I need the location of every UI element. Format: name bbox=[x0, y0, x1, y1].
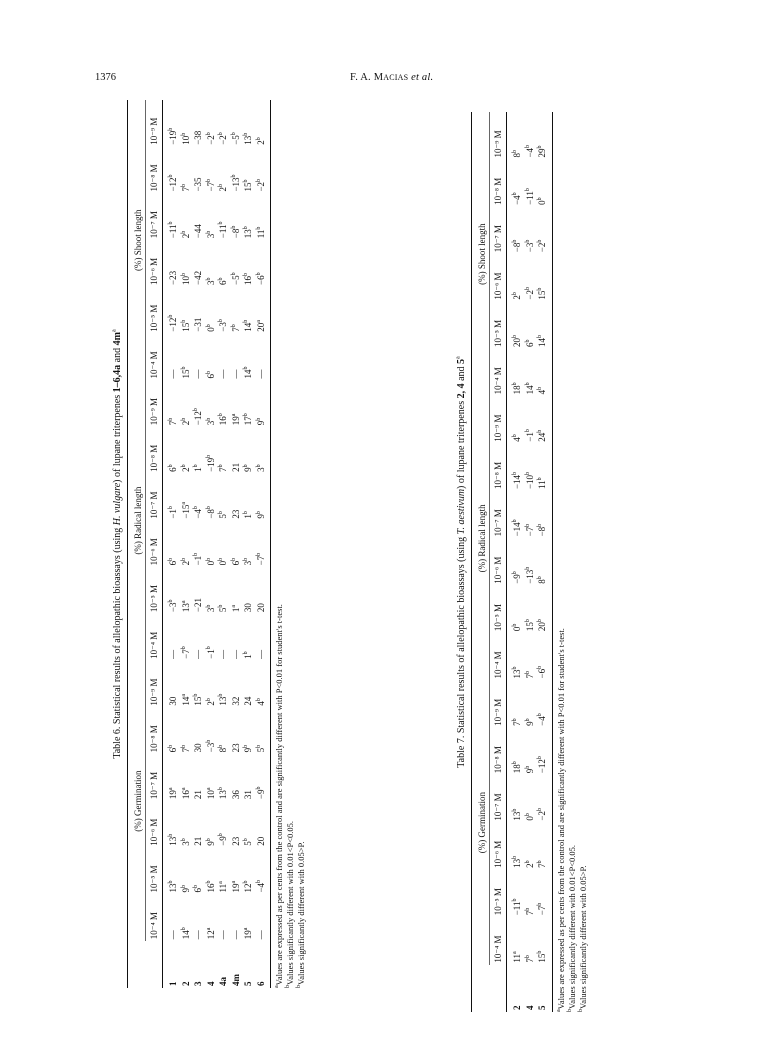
table-cell: 30 bbox=[168, 696, 179, 706]
table-cell: 2$^b$ bbox=[180, 417, 191, 426]
table-7-caption: Table 7. Statistical results of allelopathic bioassays (using T. aestivum) of lupane triterpenes 2, 4 and 5$^a$ bbox=[455, 356, 467, 768]
table-cell: 8$^b$ bbox=[536, 538, 552, 585]
table-cell: $-19^b$ bbox=[205, 454, 216, 472]
table-cell: $-8^b$ bbox=[512, 239, 523, 253]
table-cell: 9$^b$ bbox=[205, 838, 216, 846]
table-cell: 15$^b$ bbox=[524, 619, 535, 632]
table-cell: 16$^b$ bbox=[218, 413, 229, 426]
table-cell: 9$^b$ bbox=[180, 885, 191, 893]
table-cell: 13$^b$ bbox=[218, 787, 229, 800]
table-cell: $-7^b$ bbox=[524, 523, 535, 537]
header-group-row bbox=[472, 112, 490, 1012]
table-cell: 15$^b$ bbox=[536, 917, 552, 964]
table-cell: 3$^b$ bbox=[243, 557, 254, 566]
concentration-header: 10⁻⁹ M bbox=[490, 396, 507, 443]
concentration-header-row bbox=[146, 100, 163, 988]
table-cell: 23 bbox=[230, 509, 241, 519]
compound-header bbox=[128, 941, 146, 988]
table-cell: 7$^b$ bbox=[180, 744, 191, 753]
table-cell: 5$^b$ bbox=[218, 604, 229, 613]
concentration-header: 10⁻⁹ M bbox=[146, 100, 163, 147]
table-row bbox=[255, 100, 271, 988]
concentration-header: 10⁻⁶ M bbox=[146, 801, 163, 848]
concentration-header: 10⁻⁴ M bbox=[490, 633, 507, 680]
table-cell: 9$^b$ bbox=[255, 474, 271, 521]
table-cell: 3$^b$ bbox=[180, 838, 191, 846]
table-cell: 30 bbox=[193, 743, 204, 753]
concentration-header: 10⁻⁵ M bbox=[490, 870, 507, 917]
compound-label: 1 bbox=[168, 981, 179, 986]
table-cell: 20 bbox=[255, 567, 271, 614]
table-cell: $-2^b$ bbox=[205, 132, 216, 145]
table-cell: — bbox=[168, 649, 179, 659]
table-cell: 13$^b$ bbox=[243, 226, 254, 239]
table-cell: $-3^b$ bbox=[205, 739, 216, 753]
table-cell: 23 bbox=[230, 743, 241, 753]
table-row bbox=[242, 100, 255, 988]
table-cell: $-11^b$ bbox=[168, 221, 179, 239]
table-cell: $-12^b$ bbox=[536, 728, 552, 775]
table-cell: 7$^b$ bbox=[512, 718, 523, 726]
table-cell: — bbox=[230, 649, 241, 659]
compound-label: 2 bbox=[512, 1005, 523, 1010]
table-cell: 0$^b$ bbox=[536, 160, 552, 207]
table-cell: $-9^b$ bbox=[218, 833, 229, 846]
table-cell: $-7^b$ bbox=[180, 646, 191, 659]
table-cell: 2$^b$ bbox=[255, 100, 271, 147]
table-cell: $-7^b$ bbox=[536, 870, 552, 917]
table-cell: 7$^b$ bbox=[168, 417, 179, 426]
concentration-header: 10⁻⁶ M bbox=[490, 538, 507, 585]
table-cell: 9$^b$ bbox=[524, 718, 535, 726]
table-cell: $-7^b$ bbox=[255, 521, 271, 568]
table-cell: 7$^b$ bbox=[230, 324, 241, 332]
footnote: $^a$Values are expressed as per cents from the control and are significantly different with P<0.01 for student's t-test. bbox=[274, 604, 284, 988]
table-cell: — bbox=[230, 369, 241, 379]
table-cell: 14$^b$ bbox=[243, 366, 254, 379]
table-cell: 3$^b$ bbox=[205, 417, 216, 426]
table-cell: $-2^b$ bbox=[536, 207, 552, 254]
column-group-header: (%) Radical length bbox=[472, 396, 490, 680]
table-cell: $-11^b$ bbox=[524, 188, 535, 205]
table-cell: — bbox=[168, 369, 179, 379]
table-cell: 0$^b$ bbox=[524, 813, 535, 821]
table-cell: 14$^a$ bbox=[180, 693, 191, 706]
table-cell: $-19^b$ bbox=[168, 127, 179, 145]
table-cell: $-6^b$ bbox=[536, 633, 552, 680]
concentration-header: 10⁻⁶ M bbox=[490, 254, 507, 301]
table-cell: 10$^b$ bbox=[180, 132, 191, 145]
table-cell: $-6^b$ bbox=[255, 240, 271, 287]
column-group-header: (%) Radical length bbox=[128, 380, 146, 660]
table-cell: $-1^b$ bbox=[193, 552, 204, 566]
table-cell: 1$^a$ bbox=[230, 604, 241, 613]
table-cell: 21 bbox=[193, 790, 204, 800]
concentration-header: 10⁻⁵ M bbox=[490, 302, 507, 349]
table-cell: — bbox=[218, 649, 229, 659]
concentration-header: 10⁻⁹ M bbox=[146, 380, 163, 427]
concentration-header: 10⁻⁵ M bbox=[146, 567, 163, 614]
concentration-header: 10⁻⁷ M bbox=[146, 474, 163, 521]
table-cell: 10$^b$ bbox=[180, 272, 191, 285]
compound-header bbox=[472, 965, 490, 1012]
table-cell: 13$^b$ bbox=[512, 855, 523, 868]
table-cell: 13$^b$ bbox=[243, 132, 254, 145]
table-cell: 19$^a$ bbox=[230, 880, 241, 893]
concentration-header: 10⁻⁶ M bbox=[146, 521, 163, 568]
concentration-header: 10⁻⁴ M bbox=[146, 614, 163, 661]
table-cell: 5$^b$ bbox=[218, 511, 229, 519]
footnote: $^b$Values significantly different with 0.05>P. bbox=[296, 841, 306, 988]
table-cell: 19$^a$ bbox=[243, 927, 254, 940]
table-cell: 8$^b$ bbox=[218, 744, 229, 753]
table-cell: 15$^b$ bbox=[193, 693, 204, 706]
table-cell: $-11^b$ bbox=[218, 221, 229, 239]
table-cell: 20$^b$ bbox=[536, 586, 552, 633]
footnote: $^b$Values significantly different with 0.05>P. bbox=[577, 865, 588, 1012]
column-group-header: (%) Shoot length bbox=[128, 100, 146, 380]
table-cell: 14$^b$ bbox=[243, 319, 254, 332]
page-number: 1376 bbox=[95, 72, 116, 83]
concentration-header: 10⁻⁹ M bbox=[490, 680, 507, 727]
table-cell: 21 bbox=[230, 462, 241, 472]
table-cell: $-1^b$ bbox=[168, 506, 179, 519]
footnote: $^b$Values significantly different with 0.01<P<0.05. bbox=[285, 820, 295, 988]
table-cell: 10$^a$ bbox=[205, 787, 216, 800]
concentration-header: 10⁻⁷ M bbox=[490, 491, 507, 538]
concentration-header: 10⁻⁴ M bbox=[146, 895, 163, 942]
table-cell: 13$^b$ bbox=[168, 880, 179, 893]
table-cell: 13$^b$ bbox=[512, 666, 523, 679]
table-cell: $-12^b$ bbox=[193, 408, 204, 426]
table-cell: 6$^b$ bbox=[205, 370, 216, 379]
table-cell: 7$^b$ bbox=[218, 464, 229, 472]
table-cell: 20$^b$ bbox=[512, 334, 523, 347]
table-cell: 15$^b$ bbox=[536, 254, 552, 301]
compound-label: 3 bbox=[193, 981, 204, 986]
table-cell: 6$^b$ bbox=[230, 557, 241, 566]
table-6 bbox=[127, 100, 271, 988]
table-cell: — bbox=[218, 930, 229, 940]
header-group-row bbox=[128, 100, 146, 988]
table-cell: 2$^b$ bbox=[205, 698, 216, 706]
compound-label: 5 bbox=[243, 981, 254, 986]
table-cell: 14$^b$ bbox=[524, 382, 535, 395]
concentration-header: 10⁻⁸ M bbox=[490, 160, 507, 207]
table-cell: — bbox=[230, 930, 241, 940]
footnote: $^a$Values are expressed as per cents from the control and are significantly different with P<0.01 for student's t-test. bbox=[555, 628, 566, 1012]
table-cell: 5$^b$ bbox=[255, 708, 271, 755]
table-cell: $-12^b$ bbox=[168, 174, 179, 192]
table-cell: 15$^b$ bbox=[243, 179, 254, 192]
table-cell: 4$^b$ bbox=[255, 661, 271, 708]
table-cell: 29$^b$ bbox=[536, 112, 552, 160]
table-cell: 7$^b$ bbox=[536, 823, 552, 870]
table-cell: $-9^b$ bbox=[512, 571, 523, 584]
table-cell: $-11^b$ bbox=[512, 898, 523, 916]
column-group-header: (%) Germination bbox=[472, 680, 490, 964]
table-cell: $-4^b$ bbox=[255, 848, 271, 895]
table-cell: 19$^a$ bbox=[168, 787, 179, 800]
table-cell: 17$^b$ bbox=[243, 413, 254, 426]
table-cell: $-2^b$ bbox=[218, 132, 229, 145]
table-cell: 2$^b$ bbox=[180, 464, 191, 472]
table-cell: 9$^b$ bbox=[243, 464, 254, 472]
table-cell: 12$^a$ bbox=[205, 927, 216, 940]
table-row bbox=[507, 112, 524, 1012]
table-cell: −42 bbox=[193, 270, 204, 285]
table-cell: 13$^b$ bbox=[512, 808, 523, 821]
table-row bbox=[217, 100, 230, 988]
table-cell: 13$^b$ bbox=[218, 693, 229, 706]
table-cell: 6$^b$ bbox=[524, 339, 535, 347]
table-cell: $-12^b$ bbox=[168, 314, 179, 332]
table-cell: $-5^b$ bbox=[230, 132, 241, 145]
table-cell: $-4^b$ bbox=[524, 144, 535, 158]
table-row bbox=[205, 100, 218, 988]
table-cell: 32 bbox=[230, 696, 241, 706]
table-cell: $-4^b$ bbox=[536, 680, 552, 727]
table-cell: 7$^b$ bbox=[180, 184, 191, 192]
table-cell: 2$^b$ bbox=[218, 184, 229, 192]
concentration-header: 10⁻⁶ M bbox=[146, 240, 163, 287]
table-cell: 6$^b$ bbox=[168, 557, 179, 566]
table-cell: $-3^b$ bbox=[524, 239, 535, 253]
table-row bbox=[192, 100, 205, 988]
compound-header-blank bbox=[490, 965, 507, 1012]
table-cell: −38 bbox=[193, 130, 204, 145]
table-cell: 14$^b$ bbox=[180, 927, 191, 940]
table-cell: — bbox=[255, 334, 271, 381]
table-cell: 5$^b$ bbox=[243, 838, 254, 846]
table-cell: 6$^b$ bbox=[193, 885, 204, 893]
table-cell: $-4^b$ bbox=[193, 506, 204, 519]
table-cell: $-1^b$ bbox=[524, 429, 535, 442]
concentration-header: 10⁻⁵ M bbox=[490, 586, 507, 633]
table-6-footnotes bbox=[274, 100, 307, 988]
concentration-header: 10⁻⁴ M bbox=[490, 349, 507, 396]
table-cell: 16$^b$ bbox=[205, 880, 216, 893]
table-cell: 18$^b$ bbox=[512, 761, 523, 774]
table-cell: 0$^b$ bbox=[512, 623, 523, 632]
table-cell: 21 bbox=[193, 836, 204, 846]
table-row bbox=[536, 112, 552, 1012]
table-cell: 3$^b$ bbox=[205, 277, 216, 285]
table-cell: 8$^b$ bbox=[512, 150, 523, 158]
table-row bbox=[163, 100, 180, 988]
concentration-header: 10⁻⁹ M bbox=[490, 112, 507, 160]
compound-label: 6 bbox=[255, 941, 271, 988]
compound-label: 5 bbox=[536, 965, 552, 1012]
running-author: F. A. MACIAS et al. bbox=[350, 72, 434, 83]
table-cell: $-10^b$ bbox=[524, 471, 535, 490]
table-cell: 16$^a$ bbox=[180, 787, 191, 800]
table-cell: 11$^a$ bbox=[218, 881, 229, 893]
table-cell: −44 bbox=[193, 224, 204, 239]
table-6-caption: Table 6. Statistical results of allelopathic bioassays (using H. vulgare) of lupane triterpenes 1–6,4a and $4m^a$ bbox=[111, 329, 123, 759]
table-cell: 24$^b$ bbox=[536, 396, 552, 443]
table-cell: −21 bbox=[193, 598, 204, 613]
table-cell: 2$^b$ bbox=[524, 860, 535, 868]
table-cell: 12$^b$ bbox=[243, 880, 254, 893]
table-cell: 7$^b$ bbox=[524, 907, 535, 916]
table-cell: 23 bbox=[230, 836, 241, 846]
table-cell: $-2^b$ bbox=[524, 287, 535, 300]
table-cell: 11$^b$ bbox=[536, 444, 552, 491]
table-cell: 15$^b$ bbox=[180, 366, 191, 379]
table-cell: $-14^b$ bbox=[512, 471, 523, 490]
table-cell: 36 bbox=[230, 790, 241, 800]
table-cell: 0$^b$ bbox=[218, 557, 229, 566]
column-group-header: (%) Germination bbox=[128, 661, 146, 941]
concentration-header: 10⁻⁸ M bbox=[146, 708, 163, 755]
table-cell: 13$^a$ bbox=[180, 600, 191, 613]
table-cell: 19$^a$ bbox=[230, 413, 241, 426]
table-cell: 4$^b$ bbox=[536, 349, 552, 396]
compound-label: 4 bbox=[524, 1005, 535, 1010]
table-cell: $-14^b$ bbox=[512, 519, 523, 537]
table-cell: $-4^b$ bbox=[512, 192, 523, 205]
table-cell: $-1^b$ bbox=[205, 646, 216, 659]
table-cell: 11$^b$ bbox=[255, 194, 271, 241]
table-cell: 9$^b$ bbox=[524, 765, 535, 774]
table-cell: 1$^b$ bbox=[193, 464, 204, 472]
table-cell: $-13^b$ bbox=[524, 566, 535, 584]
table-cell: $-8^b$ bbox=[536, 491, 552, 538]
concentration-header: 10⁻⁵ M bbox=[146, 287, 163, 334]
table-cell: $-3^b$ bbox=[218, 319, 229, 332]
compound-label: 4 bbox=[205, 981, 216, 986]
table-cell: 6$^b$ bbox=[218, 277, 229, 285]
table-cell: 0$^b$ bbox=[205, 324, 216, 332]
table-cell: $-8^b$ bbox=[205, 506, 216, 519]
table-cell: — bbox=[168, 930, 179, 940]
concentration-header: 10⁻⁵ M bbox=[146, 848, 163, 895]
table-cell: — bbox=[255, 895, 271, 942]
concentration-header: 10⁻⁷ M bbox=[146, 194, 163, 241]
table-cell: 14$^b$ bbox=[536, 302, 552, 349]
table-cell: 16$^b$ bbox=[243, 272, 254, 285]
table-cell: $-2^b$ bbox=[255, 147, 271, 194]
concentration-header: 10⁻⁴ M bbox=[146, 334, 163, 381]
table-cell: 11$^a$ bbox=[512, 951, 523, 963]
table-cell: 18$^b$ bbox=[512, 382, 523, 395]
table-cell: 7$^b$ bbox=[524, 955, 535, 963]
concentration-header: 10⁻⁷ M bbox=[146, 754, 163, 801]
concentration-header: 10⁻⁶ M bbox=[490, 823, 507, 870]
column-group-header: (%) Shoot length bbox=[472, 112, 490, 396]
table-cell: 6$^b$ bbox=[168, 464, 179, 472]
table-cell: $-5^b$ bbox=[230, 272, 241, 285]
table-cell: $-15^a$ bbox=[180, 501, 191, 519]
compound-label: 2 bbox=[180, 981, 191, 986]
table-cell: 13$^b$ bbox=[168, 833, 179, 846]
table-cell: — bbox=[218, 369, 229, 379]
table-cell: −31 bbox=[193, 317, 204, 332]
table-cell: — bbox=[193, 649, 204, 659]
table-cell: $-7^b$ bbox=[205, 178, 216, 192]
table-cell: 0$^b$ bbox=[205, 557, 216, 566]
table-row bbox=[180, 100, 193, 988]
table-cell: $-3^b$ bbox=[168, 599, 179, 613]
table-cell: 4$^b$ bbox=[512, 434, 523, 442]
table-7-footnotes bbox=[556, 112, 589, 1012]
page-header bbox=[95, 72, 695, 88]
compound-label: 4m bbox=[230, 974, 241, 986]
table-cell: $-13^b$ bbox=[230, 174, 241, 192]
table-cell: 6$^b$ bbox=[168, 744, 179, 753]
concentration-header: 10⁻⁷ M bbox=[490, 775, 507, 822]
table-row bbox=[524, 112, 537, 1012]
table-cell: $-9^b$ bbox=[255, 754, 271, 801]
table-cell: $-2^b$ bbox=[536, 775, 552, 822]
table-cell: 2$^b$ bbox=[180, 557, 191, 566]
table-6-block bbox=[112, 100, 342, 988]
table-cell: 15$^b$ bbox=[180, 319, 191, 332]
table-cell: 3$^b$ bbox=[205, 604, 216, 613]
table-cell: 20 bbox=[255, 801, 271, 848]
concentration-header: 10⁻⁸ M bbox=[490, 728, 507, 775]
table-7 bbox=[471, 112, 553, 1012]
concentration-header: 10⁻⁹ M bbox=[146, 661, 163, 708]
table-cell: — bbox=[193, 930, 204, 940]
table-cell: 30 bbox=[243, 603, 254, 613]
table-cell: 9$^b$ bbox=[255, 380, 271, 427]
table-row bbox=[230, 100, 243, 988]
concentration-header: 10⁻⁷ M bbox=[490, 207, 507, 254]
table-cell: 1$^b$ bbox=[243, 651, 254, 659]
concentration-header-row bbox=[490, 112, 507, 1012]
concentration-header: 10⁻⁸ M bbox=[490, 444, 507, 491]
compound-label: 4a bbox=[218, 977, 229, 986]
compound-header-blank bbox=[146, 941, 163, 988]
table-cell: 3$^b$ bbox=[255, 427, 271, 474]
concentration-header: 10⁻⁴ M bbox=[490, 917, 507, 964]
table-7-block bbox=[456, 112, 606, 1012]
table-cell: 20$^a$ bbox=[255, 287, 271, 334]
table-cell: −35 bbox=[193, 177, 204, 192]
table-cell: 24 bbox=[243, 696, 254, 706]
table-cell: 9$^b$ bbox=[243, 744, 254, 753]
table-cell: 2$^b$ bbox=[180, 230, 191, 239]
table-cell: — bbox=[255, 614, 271, 661]
table-cell: 1$^b$ bbox=[243, 511, 254, 519]
table-cell: $-8^b$ bbox=[230, 225, 241, 239]
concentration-header: 10⁻⁸ M bbox=[146, 147, 163, 194]
table-cell: 2$^b$ bbox=[512, 292, 523, 300]
footnote: $^b$Values significantly different with 0.01<P<0.05. bbox=[566, 844, 577, 1012]
table-cell: 31 bbox=[243, 790, 254, 800]
table-cell: −23 bbox=[168, 270, 179, 285]
table-cell: 3$^b$ bbox=[205, 230, 216, 239]
concentration-header: 10⁻⁸ M bbox=[146, 427, 163, 474]
table-cell: 7$^b$ bbox=[524, 670, 535, 679]
table-cell: — bbox=[193, 369, 204, 379]
